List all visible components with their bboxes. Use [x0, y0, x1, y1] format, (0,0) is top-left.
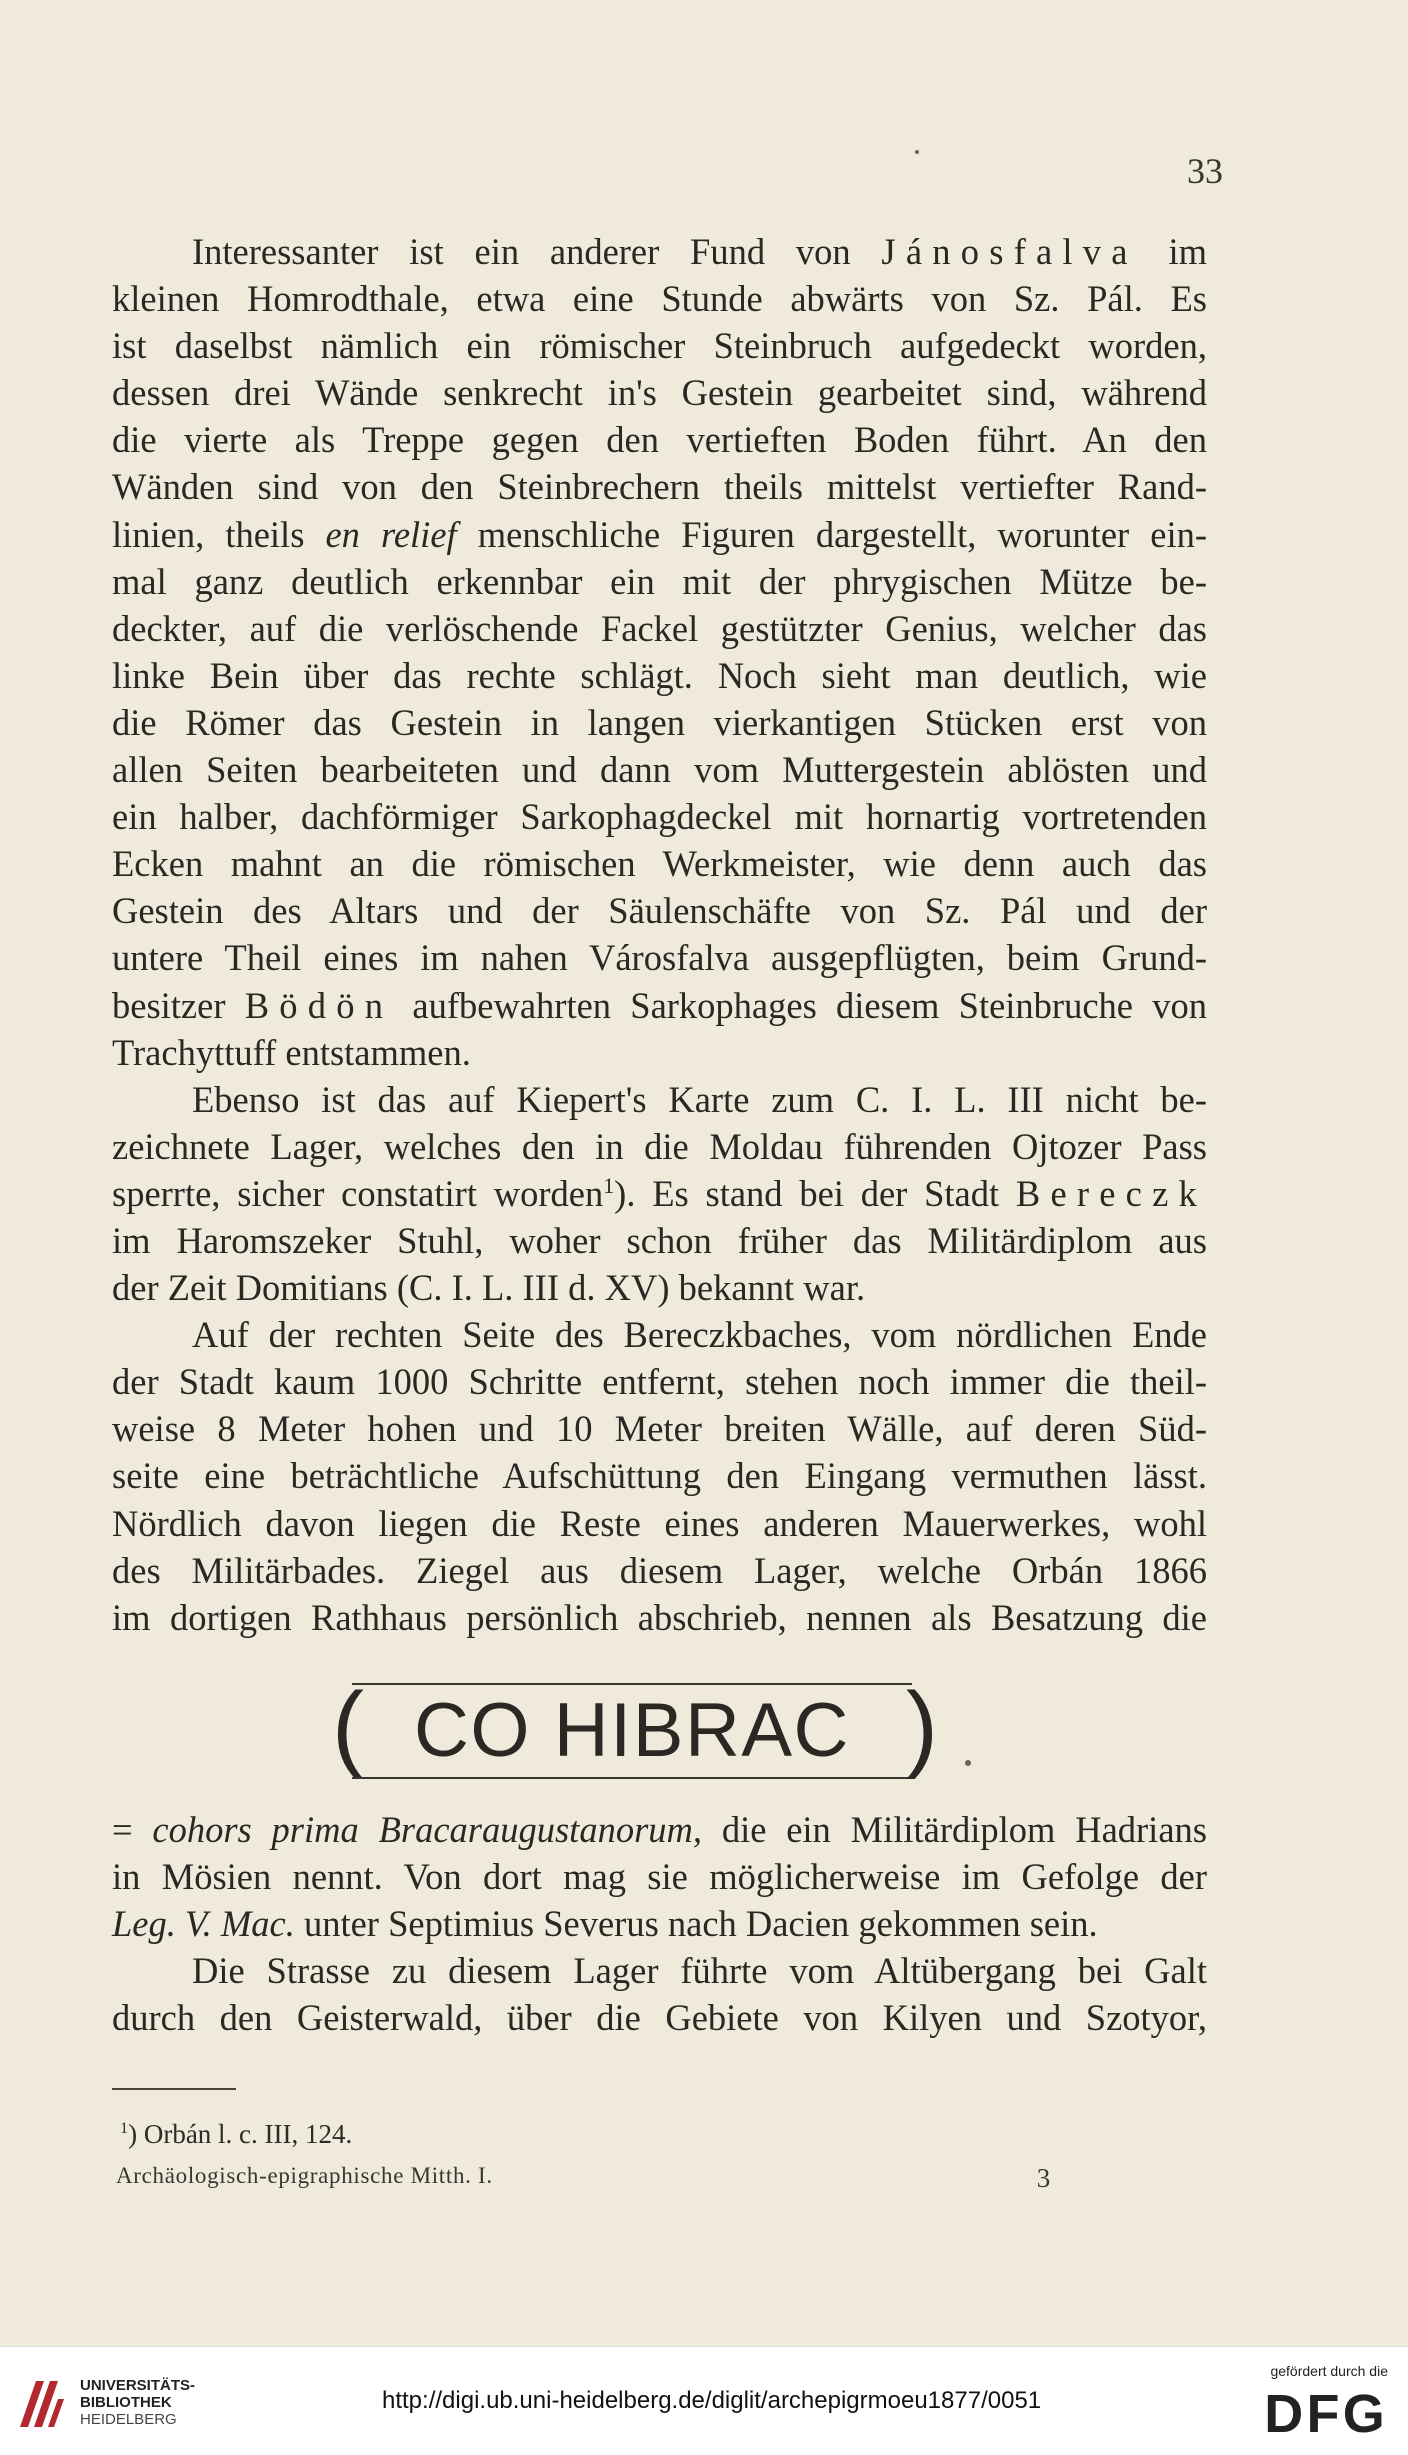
italic-text: Leg. V. Mac. [112, 1903, 295, 1945]
inscription-left-bracket: ( [332, 1673, 364, 1780]
text-line [112, 1994, 1207, 2041]
text-line [112, 652, 1207, 699]
text-run: linke Bein über das rechte schlägt. Noch sieht man deutlich, wie [112, 654, 1207, 696]
text-line [112, 228, 1207, 275]
library-name-line: HEIDELBERG [80, 2411, 177, 2428]
text-line [112, 463, 1207, 510]
text-run: die ein Militärdiplom Hadrians [702, 1809, 1207, 1850]
text-run: deckter, auf die verlöschende Fackel gestützter Genius, welcher das [112, 607, 1207, 649]
italic-text: en relief [325, 513, 457, 555]
text-line [112, 605, 1207, 652]
text-run: aufbewahrten Sarkophages diesem Steinbruche von [393, 984, 1207, 1026]
page-number: 33 [1187, 151, 1223, 191]
permalink-url[interactable]: http://digi.ub.uni-heidelberg.de/diglit/archepigrmoeu1877/0051 [382, 2387, 1042, 2414]
text-line [112, 1547, 1207, 1594]
text-run: = [112, 1809, 153, 1850]
inscription-stamp [332, 1675, 952, 1785]
text-run: Auf der rechten Seite des Bereczkbaches, vom nördlichen Ende [192, 1314, 1207, 1356]
text-run: ). Es stand bei der Stadt [614, 1172, 1016, 1214]
text-line [112, 558, 1207, 605]
text-line [112, 322, 1207, 369]
text-line [112, 1264, 1207, 1311]
text-line [112, 1853, 1207, 1900]
footnote-marker: 1 [120, 2119, 129, 2137]
paragraph-2 [112, 1076, 1207, 1311]
text-run: besitzer [112, 984, 245, 1026]
footnote [120, 2119, 352, 2150]
text-run: im dortigen Rathhaus persönlich abschrieb, nennen als Besatzung die [112, 1596, 1207, 1638]
text-run: Interessanter ist ein anderer Fund von [192, 231, 882, 272]
text-line [112, 1947, 1207, 1994]
inscription-text: CO HIBRAC [352, 1683, 912, 1779]
text-run: sperrte, sicher constatirt worden [112, 1172, 604, 1214]
text-run: des Militärbades. Ziegel aus diesem Lager, welche Orbán 1866 [112, 1549, 1207, 1591]
spaced-name: Jánosfalva [881, 231, 1138, 272]
text-run: durch den Geisterwald, über die Gebiete von Kilyen und Szotyor, [112, 1997, 1207, 2039]
paragraph-5 [112, 1947, 1207, 2041]
text-run: der Stadt kaum 1000 Schritte entfernt, stehen noch immer die theil- [112, 1361, 1207, 1403]
footnote-divider [112, 2088, 236, 2090]
text-line [112, 511, 1207, 558]
signature-mark: 3 [1036, 2163, 1051, 2193]
text-run: ist daselbst nämlich ein römischer Steinbruch aufgedeckt worden, [112, 325, 1207, 367]
text-line [112, 793, 1207, 840]
text-run: zeichnete Lager, welches den in die Moldau führenden Ojtozer Pass [112, 1125, 1207, 1167]
text-line [112, 887, 1207, 934]
text-run: Wänden sind von den Steinbrechern theils mittelst vertiefter Rand- [112, 466, 1207, 508]
text-run: Gestein des Altars und der Säulenschäfte von Sz. Pál und der [112, 890, 1207, 932]
paragraph-3 [112, 1311, 1207, 1641]
dfg-logo: DFG [1264, 2384, 1388, 2444]
text-line [112, 275, 1207, 322]
text-run: in Mösien nennt. Von dort mag sie möglicherweise im Gefolge der [112, 1856, 1207, 1898]
text-run: Ecken mahnt an die römischen Werkmeister, wie denn auch das [112, 843, 1207, 885]
text-run: kleinen Homrodthale, etwa eine Stunde abwärts von Sz. Pál. Es [112, 278, 1207, 320]
library-name-line: BIBLIOTHEK [80, 2394, 172, 2411]
text-line [112, 369, 1207, 416]
text-line [112, 1311, 1207, 1358]
main-text-upper [112, 228, 1207, 1641]
text-line [112, 1806, 1207, 1853]
running-footer [116, 2163, 1051, 2193]
text-run: weise 8 Meter hohen und 10 Meter breiten Wälle, auf deren Süd- [112, 1408, 1207, 1450]
text-line [112, 746, 1207, 793]
text-line [112, 699, 1207, 746]
text-line [112, 1900, 1207, 1947]
text-line [112, 1076, 1207, 1123]
footnote-ref: 1 [603, 1172, 615, 1198]
text-run: dessen drei Wände senkrecht in's Gestein gearbeitet sind, während [112, 372, 1207, 414]
text-run: unter Septimius Severus nach Dacien gekommen sein. [294, 1903, 1098, 1945]
text-run: Ebenso ist das auf Kiepert's Karte zum C. I. L. III nicht be- [192, 1078, 1207, 1120]
text-run: mal ganz deutlich erkennbar ein mit der phrygischen Mütze be- [112, 560, 1207, 602]
text-line [112, 1500, 1207, 1547]
paragraph-1 [112, 228, 1207, 1076]
text-run: linien, theils [112, 513, 326, 555]
text-run: Trachyttuff entstammen. [112, 1031, 471, 1073]
text-line [112, 1170, 1207, 1217]
dust-speck [915, 150, 919, 154]
library-name [80, 2377, 195, 2428]
dust-speck [965, 1760, 971, 1766]
text-run: Nördlich davon liegen die Reste eines anderen Mauerwerkes, wohl [112, 1502, 1207, 1544]
text-run: die Römer das Gestein in langen vierkantigen Stücken erst von [112, 701, 1207, 743]
text-run: ein halber, dachförmiger Sarkophagdeckel mit hornartig vortretenden [112, 796, 1207, 838]
text-line [112, 1123, 1207, 1170]
text-line [112, 934, 1207, 981]
journal-title: Archäologisch-epigraphische Mitth. I. [116, 2163, 493, 2188]
text-run: im Haromszeker Stuhl, woher schon früher das Militärdiplom aus [112, 1219, 1207, 1261]
text-run: die vierte als Treppe gegen den vertieften Boden führt. An den [112, 419, 1207, 461]
text-line [112, 840, 1207, 887]
viewer-footer [0, 2346, 1408, 2455]
text-run: menschliche Figuren dargestellt, worunter ein- [456, 513, 1207, 555]
footnote-text: ) Orbán l. c. III, 124. [128, 2119, 353, 2149]
text-line [112, 416, 1207, 463]
italic-text: cohors prima Bracaraugustanorum, [152, 1809, 703, 1850]
text-run: seite eine beträchtliche Aufschüttung den Eingang vermuthen lässt. [112, 1455, 1207, 1497]
text-line [112, 1594, 1207, 1641]
text-line [112, 1358, 1207, 1405]
text-run: allen Seiten bearbeiteten und dann vom Muttergestein ablösten und [112, 749, 1207, 791]
inscription-right-bracket: ) [906, 1673, 938, 1780]
text-line [112, 982, 1207, 1029]
text-run: Die Strasse zu diesem Lager führte vom Altübergang bei Galt [192, 1950, 1207, 1992]
library-name-line: UNIVERSITÄTS- [80, 2377, 196, 2394]
text-line [112, 1405, 1207, 1452]
paragraph-4 [112, 1806, 1207, 1947]
spaced-name: Bödön [244, 984, 394, 1026]
funded-by-label: gefördert durch die [1270, 2363, 1388, 2379]
text-run: untere Theil eines im nahen Városfalva ausgepflügten, beim Grund- [112, 937, 1207, 979]
main-text-lower [112, 1806, 1207, 2041]
text-run: der Zeit Domitians (C. I. L. III d. XV) bekannt war. [112, 1267, 866, 1309]
text-line [112, 1029, 1207, 1076]
text-line [112, 1452, 1207, 1499]
library-logo-icon [14, 2375, 70, 2431]
spaced-name: Bereczk [1015, 1172, 1207, 1214]
text-run: im [1137, 231, 1207, 272]
text-line [112, 1217, 1207, 1264]
